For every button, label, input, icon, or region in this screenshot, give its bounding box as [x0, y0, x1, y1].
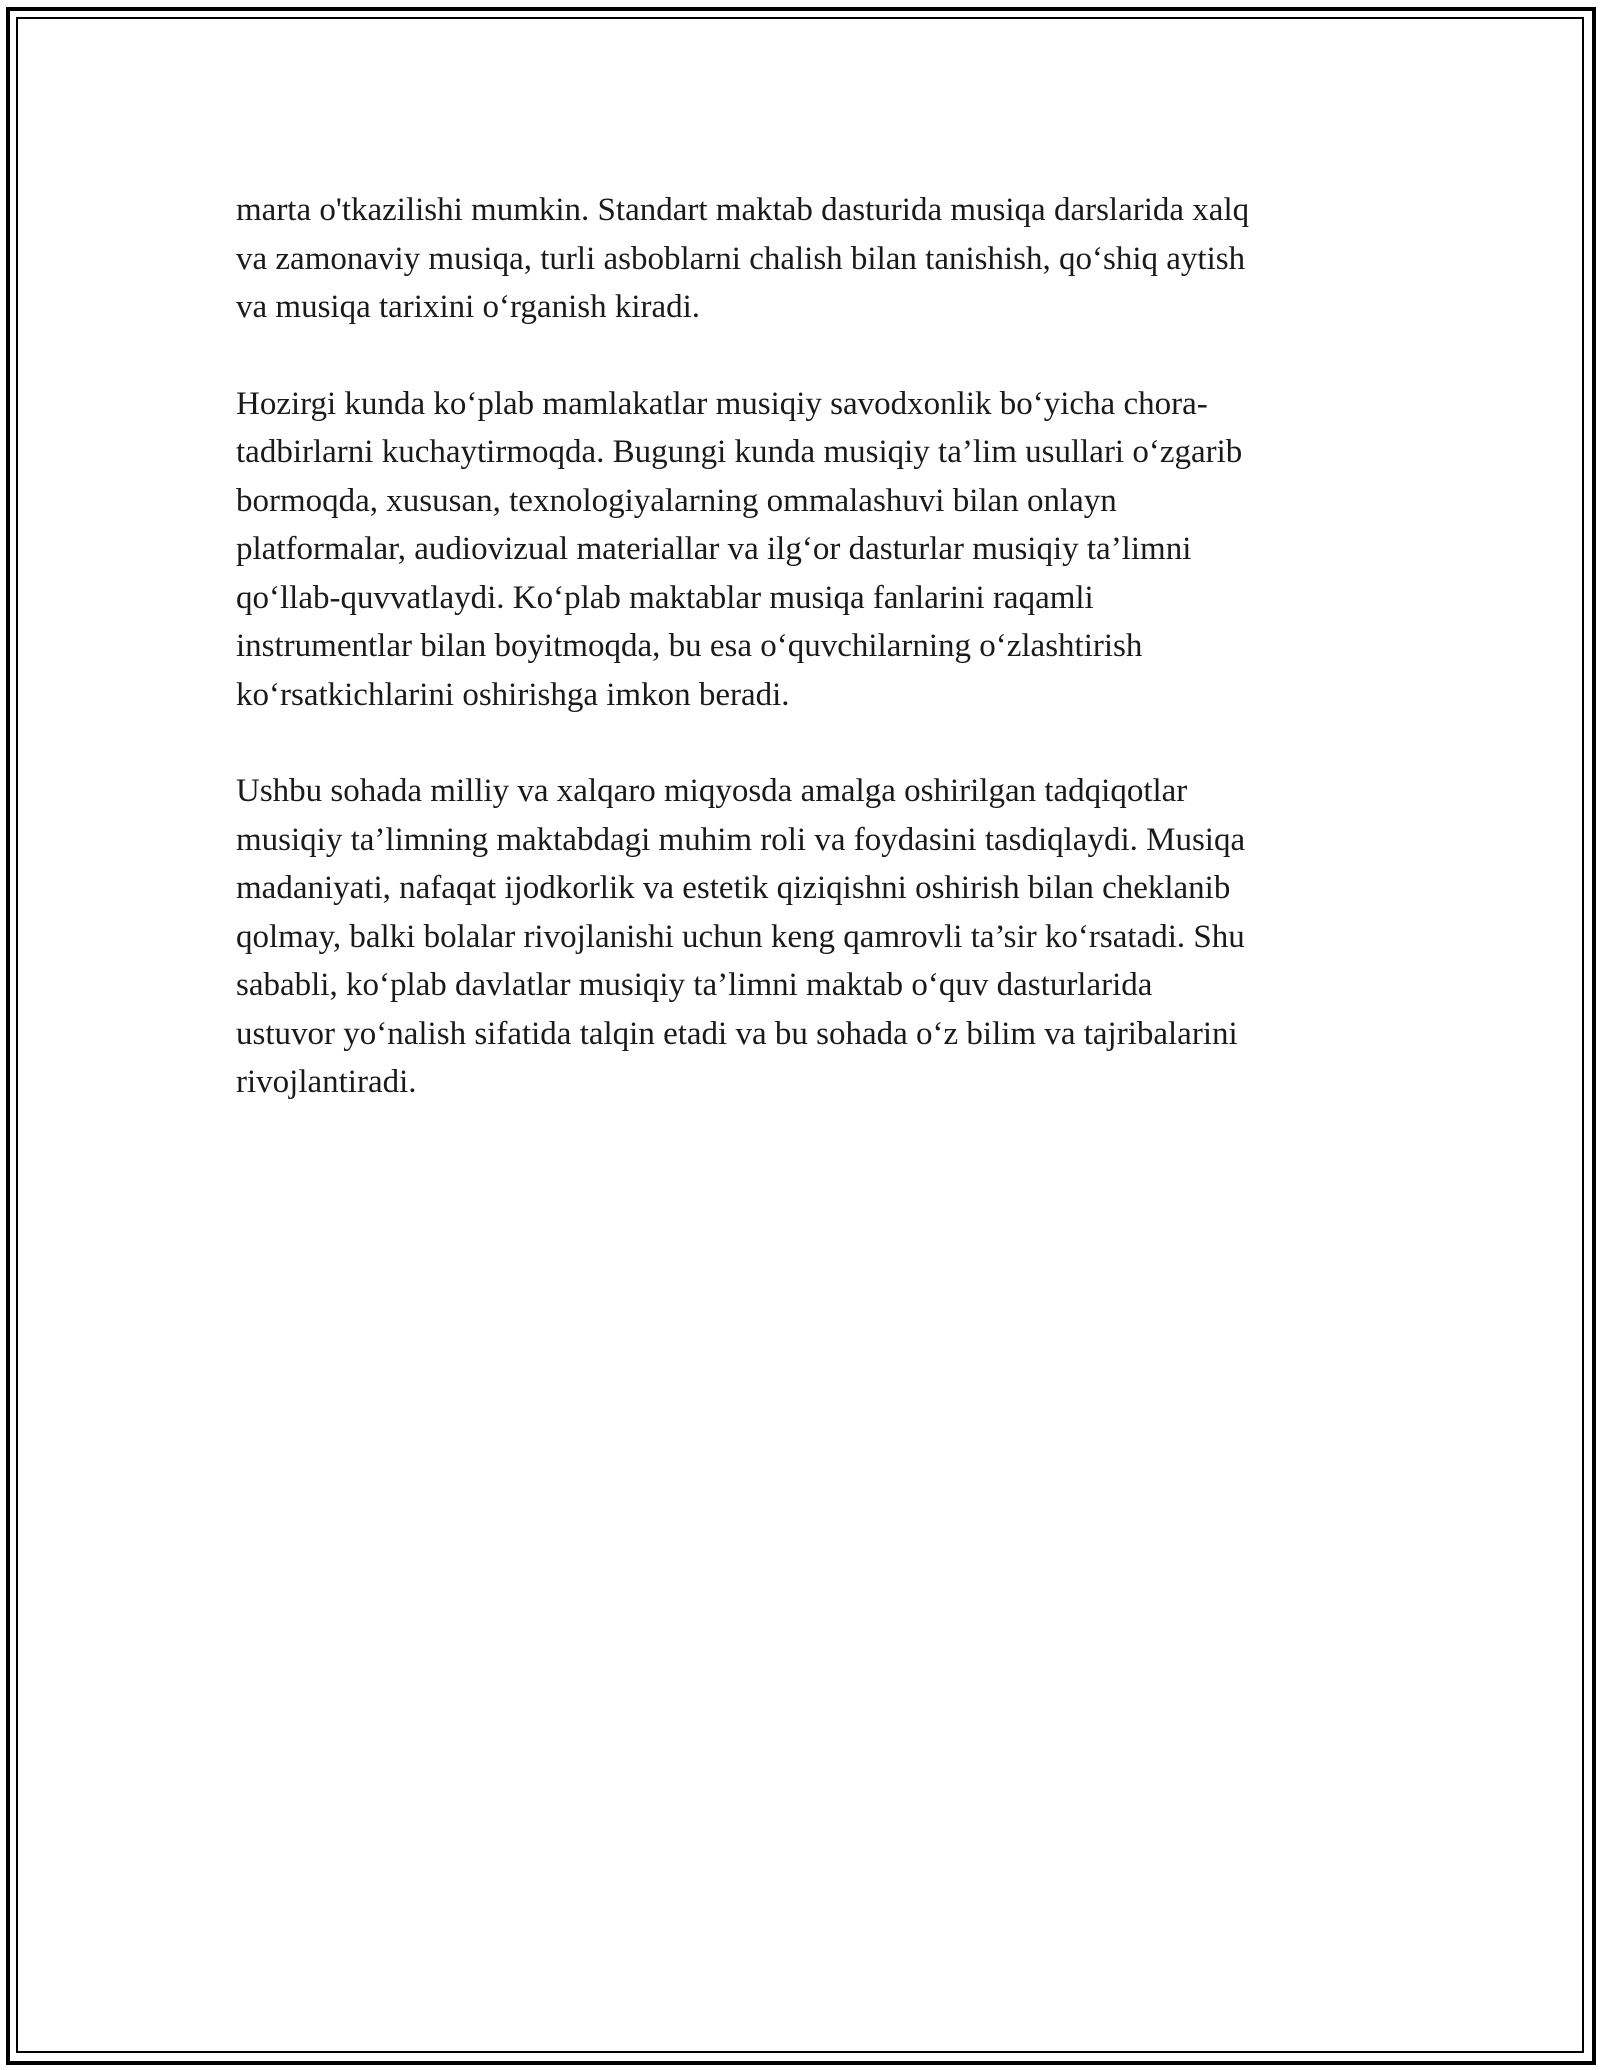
text-line: platformalar, audiovizual materiallar va ilg‘or dasturlar musiqiy ta’limni: [236, 531, 1192, 567]
text-line: ustuvor yo‘nalish sifatida talqin etadi va bu sohada o‘z bilim va tajribalarini: [236, 1015, 1238, 1052]
text-line: sababli, ko‘plab davlatlar musiqiy ta’limni maktab o‘quv dasturlarida: [236, 967, 1153, 1003]
text-line: Ushbu sohada milliy va xalqaro miqyosda amalga oshirilgan tadqiqotlar: [236, 773, 1188, 809]
text-line: rivojlantiradi.: [236, 1064, 417, 1100]
text-line: qo‘llab-quvvatlaydi. Ko‘plab maktablar musiqa fanlarini raqamli: [236, 579, 1094, 616]
text-line: musiqiy ta’limning maktabdagi muhim roli va foydasini tasdiqlaydi. Musiqa: [236, 821, 1246, 858]
text-line: bormoqda, xususan, texnologiyalarning ommalashuvi bilan onlayn: [236, 482, 1117, 519]
text-line: ko‘rsatkichlarini oshirishga imkon beradi.: [236, 676, 790, 713]
paragraph-1: [236, 186, 1376, 332]
text-line: va musiqa tarixini o‘rganish kiradi.: [236, 289, 701, 325]
text-line: madaniyati, nafaqat ijodkorlik va estetik qiziqishni oshirish bilan cheklanib: [236, 870, 1231, 906]
text-line: Hozirgi kunda ko‘plab mamlakatlar musiqiy savodxonlik bo‘yicha chora-: [236, 385, 1208, 422]
document-body: [236, 186, 1376, 1155]
text-line: instrumentlar bilan boyitmoqda, bu esa o‘quvchilarning o‘zlashtirish: [236, 628, 1143, 664]
text-line: marta o'tkazilishi mumkin. Standart maktab dasturida musiqa darslarida xalq: [236, 192, 1250, 228]
text-line: qolmay, balki bolalar rivojlanishi uchun keng qamrovli ta’sir ko‘rsatadi. Shu: [236, 918, 1245, 955]
text-line: va zamonaviy musiqa, turli asboblarni chalish bilan tanishish, qo‘shiq aytish: [236, 240, 1246, 277]
paragraph-2: [236, 380, 1376, 720]
paragraph-3: [236, 767, 1376, 1107]
text-line: tadbirlarni kuchaytirmoqda. Bugungi kunda musiqiy ta’lim usullari o‘zgarib: [236, 434, 1243, 470]
